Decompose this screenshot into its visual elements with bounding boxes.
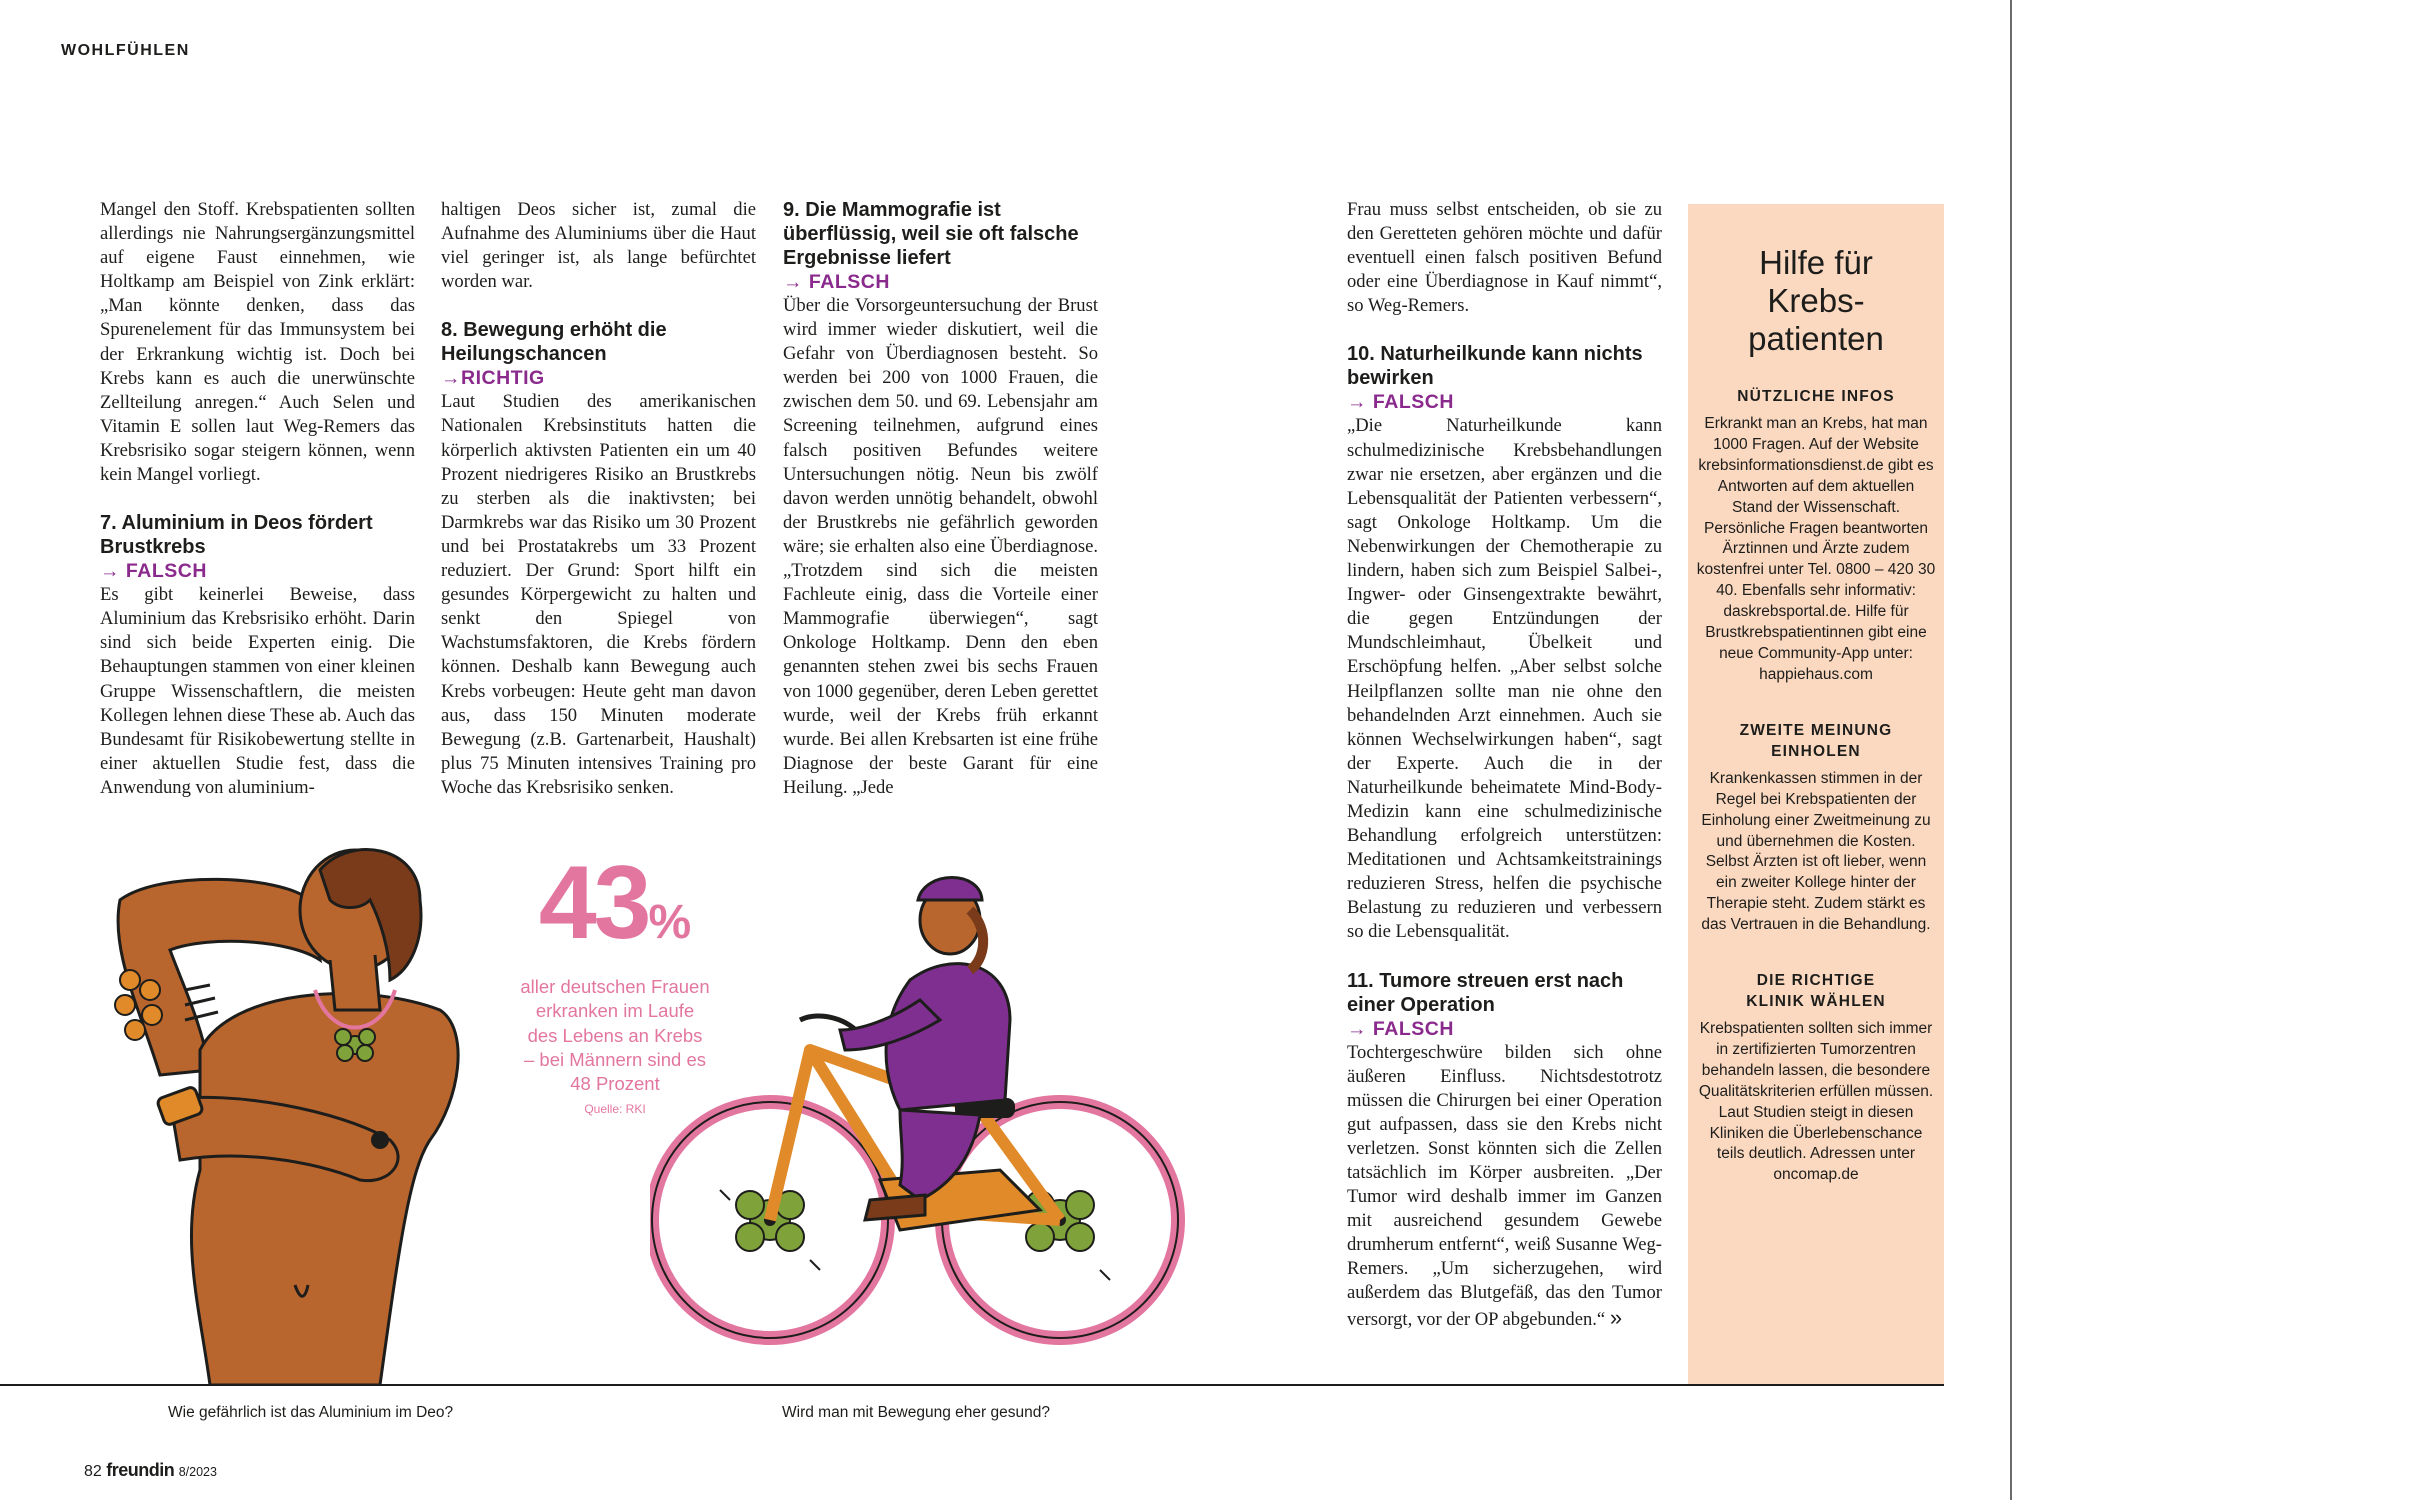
page-number: 82 [84, 1463, 102, 1480]
sidebar-heading-clinic: DIE RICHTIGE KLINIK WÄHLEN [1746, 972, 1886, 1011]
issue-number: 8/2023 [178, 1465, 217, 1479]
page-footer [84, 1460, 217, 1481]
caption-left: Wie gefährlich ist das Aluminium im Deo? [168, 1404, 454, 1421]
bottom-rule [0, 1384, 1944, 1386]
text-myth-11-body: Tochtergeschwüre bilden sich ohne äußeren Einfluss. Nichtsdestotrotz müssen die Chirurgen bei einer Operation gut aufpassen, dass sie den Krebs nicht verletzen. Sonst könnten sich die Zellen tatsächlich im Körper ausbreiten. „Der Tumor wird deshalb immer im Ganzen mit ausreichend gesundem Gewebe drumherum entfernt“, weiß Susanne Weg-Remers. „Um sicherzugehen, wird außerdem das Blutgefäß, das den Tumor versorgt, vor der OP abgebunden.“ [1347, 1041, 1662, 1330]
col1-intro: Mangel den Stoff. Krebspatienten sollten allerdings nie Nahrungsergänzungsmittel auf eigene Faust einnehmen, wie Holtkamp am Beispiel von Zink erklärt: „Man könnte denken, dass das Spurenelement für das Immunsystem bei der Erkrankung wichtig ist. Doch bei Krebs kann es auch die unerwünschte Zellteilung anregen.“ Auch Selen und Vitamin E sollen laut Weg-Remers das Krebsrisiko sogar steigern können, wenn kein Mangel vorliegt. [100, 199, 415, 486]
sidebar-title [1688, 244, 1944, 358]
text-column-4 [1347, 198, 1662, 1332]
heading-myth-8: 8. Bewegung erhöht die Heilungschancen [441, 319, 667, 366]
stat-unit: % [648, 896, 692, 949]
sidebar-text-second-opinion: Krankenkassen stimmen in der Regel bei Krebspatienten der Einholung einer Zweitmeinung zu und übernehmen die Kosten. Selbst Ärzten ist oft lieber, wenn ein zweiter Kollege hinter der Therapie steht. Zudem stärkt es das Vertrauen in die Behandlung. [1701, 769, 1931, 934]
verdict-myth-8: →RICHTIG [441, 367, 545, 390]
col2-intro: haltigen Deos sicher ist, zumal die Aufnahme des Aluminiums über die Haut viel geringer ist, als lange befürchtet worden war. [441, 199, 756, 293]
text-myth-10: „Die Naturheilkunde kann schulmedizinische Krebsbehandlungen zwar nie ersetzen, aber ergänzen und die Lebensqualität der Patienten verbessern“, sagt Onkologe Holtkamp. Um die Nebenwirkungen der Chemotherapie zu lindern, haben sich zum Beispiel Salbei-, Ingwer- oder Ginsengextrakte bewährt, die gegen Entzündungen der Mundschleimhaut, Übelkeit und Erschöpfung helfen. „Aber selbst solche Heilpflanzen sollte man nie ohne den behandelnden Arzt einnehmen. Auch sie können Wechselwirkungen haben“, sagt der Experte. Auch die in der Naturheilkunde beheimatete Mind-Body-Medizin kann eine schulmedizinische Behandlung erfolgreich unterstützen: Meditationen und Achtsamkeitstrainings reduzieren Stress, helfen die psychische Belastung zu reduzieren und verbessern so die Lebensqualität. [1347, 415, 1662, 943]
heading-myth-10: 10. Naturheilkunde kann nichts bewirken [1347, 343, 1643, 390]
sidebar-text-infos: Erkrankt man an Krebs, hat man 1000 Fragen. Auf der Website krebsinformationsdienst.de gibt es Antworten auf dem aktuellen Stand der Wissenschaft. Persönliche Fragen beantworten Ärztinnen und Ärzte zudem kostenfrei unter Tel. 0800 – 420 30 40. Ebenfalls sehr informativ: daskrebsportal.de. Hilfe für Brustkrebspatientinnen gibt eine neue Community-App unter: happiehaus.com [1696, 415, 1936, 683]
sidebar-heading-infos: NÜTZLICHE INFOS [1737, 388, 1895, 405]
cyclist-illustration [650, 870, 1270, 1360]
text-myth-7: Es gibt keinerlei Beweise, dass Aluminium das Krebsrisiko erhöht. Darin sind sich beide Experten einig. Die Behauptungen stammen von einer kleinen Gruppe Wissenschaftlern, die meisten Kollegen lehnen diese These ab. Auch das Bundesamt für Risikobewertung stellte in einer aktuellen Studie fest, dass die Anwendung von aluminium- [100, 584, 415, 798]
heading-myth-11: 11. Tumore streuen erst nach einer Operation [1347, 969, 1624, 1016]
text-column-1 [100, 198, 415, 800]
text-myth-9: Über die Vorsorgeuntersuchung der Brust wird immer wieder diskutiert, weil die Gefahr von Überdiagnosen besteht. So werden bei 200 von 1000 Frauen, die zwischen dem 50. und 69. Lebensjahr am Screening teilnehmen, aufgrund eines falsch positiven Befundes weitere Untersuchungen nötig. Neun bis zwölf davon werden unnötig behandelt, obwohl der Brustkrebs nie gefährlich geworden wäre; sie erhalten also eine Überdiagnose. „Trotzdem sind sich die meisten Fachleute einig, dass die Vorteile einer Mammografie überwiegen“, sagt Onkologe Holtkamp. Denn den eben genannten stehen zwei bis sechs Frauen von 1000 gegenüber, deren Leben gerettet wurde, weil der Krebs früh erkannt wurde. Bei allen Krebsarten ist eine frühe Diagnose der beste Garant für eine Heilung. „Jede [783, 295, 1098, 798]
verdict-myth-11: → FALSCH [1347, 1017, 1454, 1040]
sidebar-title-line-1: Hilfe für [1759, 244, 1873, 281]
text-myth-8: Laut Studien des amerikanischen Nationalen Krebsinstituts hatten die körperlich aktivsten Patienten ein um 40 Prozent niedrigeres Risiko an Brustkrebs zu sterben als die inaktivsten; bei Darmkrebs war das Risiko um 30 Prozent und bei Prostatakrebs um 33 Prozent reduziert. Der Grund: Sport hilft ein gesundes Körpergewicht zu halten und senkt den Spiegel von Wachstumsfaktoren, die Krebs fördern können. Deshalb kann Bewegung auch Krebs vorbeugen: Heute geht man davon aus, dass 150 Minuten moderate Bewegung (z.B. Gartenarbeit, Haushalt) plus 75 Minuten intensives Training pro Woche das Krebsrisiko senken. [441, 391, 756, 798]
sidebar-title-line-2: Krebs- [1767, 282, 1865, 319]
stat-value: 43 [538, 845, 649, 961]
text-column-3 [783, 198, 1098, 800]
continue-mark: » [1609, 1304, 1623, 1330]
stat-text: aller deutschen Frauen erkranken im Laufe des Lebens an Krebs – bei Männern sind es 48 Prozent [520, 976, 710, 1095]
verdict-myth-10: → FALSCH [1347, 391, 1454, 414]
heading-myth-9: 9. Die Mammografie ist überflüssig, weil sie oft falsche Ergebnisse liefert [783, 199, 1079, 269]
help-sidebar [1688, 204, 1944, 1384]
col4-intro: Frau muss selbst entscheiden, ob sie zu den Geretteten gehören möchte und dafür eventuell einen falsch positiven Befund oder eine Überdiagnose in Kauf nimmt“, so Weg-Remers. [1347, 199, 1662, 317]
magazine-brand: freundin [106, 1460, 175, 1480]
sidebar-heading-second-opinion: ZWEITE MEINUNG EINHOLEN [1739, 721, 1893, 760]
sidebar-title-line-3: patienten [1748, 320, 1884, 357]
stat-source: Quelle: RKI [584, 1102, 646, 1117]
verdict-myth-9: → FALSCH [783, 271, 890, 293]
caption-right: Wird man mit Bewegung eher gesund? [782, 1404, 1050, 1421]
sidebar-text-clinic: Krebspatienten sollten sich immer in zertifizierten Tumorzentren behandeln lassen, die besondere Qualitätskriterien erfüllen müssen. Laut Studien steigt in diesen Kliniken die Überlebenschance teils deutlich. Adressen unter oncomap.de [1698, 1020, 1934, 1184]
page-edge-divider [2010, 0, 2012, 1500]
text-myth-11 [1347, 1041, 1662, 1332]
section-label: WOHLFÜHLEN [61, 42, 190, 59]
woman-deodorant-illustration [90, 840, 510, 1385]
verdict-myth-7: → FALSCH [100, 560, 207, 583]
heading-myth-7: 7. Aluminium in Deos fördert Brustkrebs [100, 512, 373, 559]
text-column-2 [441, 198, 756, 800]
